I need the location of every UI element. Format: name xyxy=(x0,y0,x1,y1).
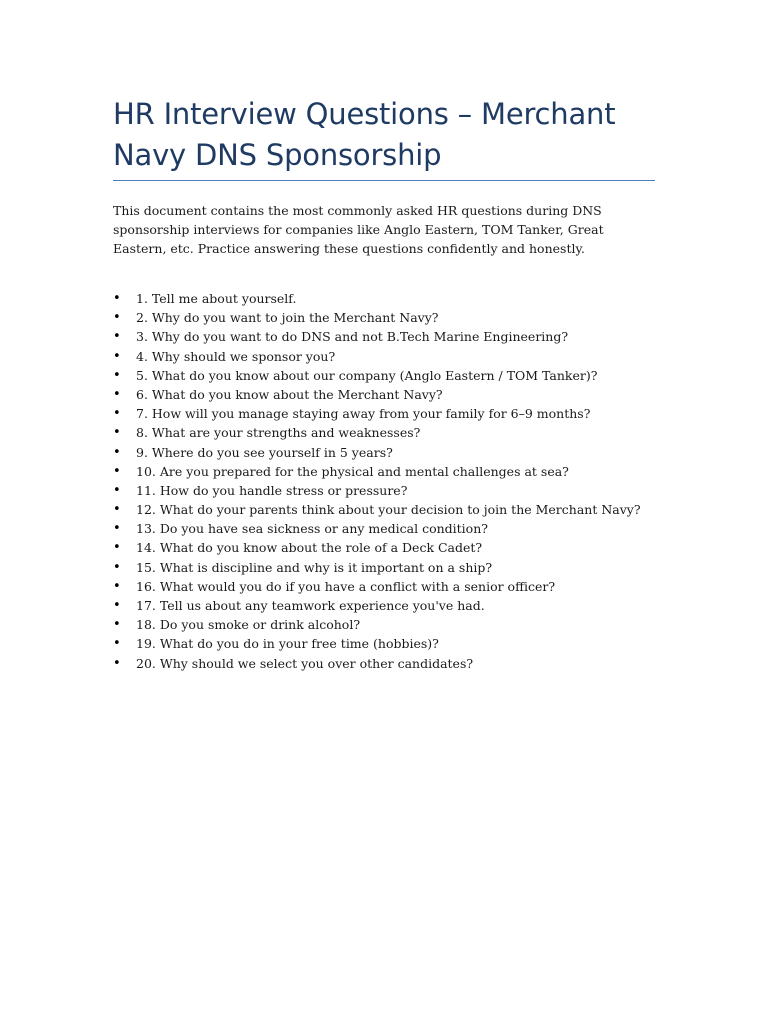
list-item xyxy=(113,347,673,366)
list-item xyxy=(113,481,673,500)
bullet-icon: • xyxy=(113,406,121,422)
list-item xyxy=(113,327,673,346)
list-item xyxy=(113,577,673,596)
question-text: 5. What do you know about our company (Anglo Eastern / TOM Tanker)? xyxy=(136,367,598,383)
question-text: 6. What do you know about the Merchant Navy? xyxy=(136,386,443,402)
list-item xyxy=(113,366,673,385)
question-text: 1. Tell me about yourself. xyxy=(136,291,297,306)
list-item xyxy=(113,538,673,557)
bullet-icon: • xyxy=(113,636,121,652)
list-item xyxy=(113,289,673,308)
bullet-icon: • xyxy=(113,617,121,633)
bullet-icon: • xyxy=(113,310,121,326)
bullet-icon: • xyxy=(113,367,121,383)
list-item xyxy=(113,423,673,442)
question-text: 7. How will you manage staying away from your family for 6–9 months? xyxy=(136,406,591,422)
question-text: 13. Do you have sea sickness or any medical condition? xyxy=(136,521,488,537)
list-item xyxy=(113,519,673,538)
question-text: 4. Why should we sponsor you? xyxy=(136,348,336,364)
list-item xyxy=(113,404,673,423)
bullet-icon: • xyxy=(113,655,121,671)
list-item xyxy=(113,654,673,673)
list-item xyxy=(113,615,673,634)
question-text: 3. Why do you want to do DNS and not B.Tech Marine Engineering? xyxy=(136,329,569,345)
list-item xyxy=(113,385,673,404)
bullet-icon: • xyxy=(113,598,121,613)
list-item xyxy=(113,634,673,653)
document-title: HR Interview Questions – Merchant Navy DNS Sponsorship xyxy=(113,97,616,172)
bullet-icon: • xyxy=(113,540,121,556)
question-text: 17. Tell us about any teamwork experience you've had. xyxy=(136,598,485,613)
question-text: 19. What do you do in your free time (hobbies)? xyxy=(136,636,439,652)
question-text: 10. Are you prepared for the physical and mental challenges at sea? xyxy=(136,463,569,479)
question-text: 20. Why should we select you over other candidates? xyxy=(136,655,474,671)
bullet-icon: • xyxy=(113,482,121,498)
list-item xyxy=(113,308,673,327)
question-text: 15. What is discipline and why is it important on a ship? xyxy=(136,559,493,575)
question-list xyxy=(113,289,673,673)
list-item xyxy=(113,500,673,519)
list-item xyxy=(113,596,673,615)
question-text: 14. What do you know about the role of a Deck Cadet? xyxy=(136,540,483,556)
question-text: 16. What would you do if you have a conflict with a senior officer? xyxy=(136,578,556,594)
intro-paragraph: This document contains the most commonly asked HR questions during DNS sponsorship interviews for companies like Anglo Eastern, TOM Tanker, Great Eastern, etc. Practice answering these questions confidently and honestly. xyxy=(113,203,604,257)
bullet-icon: • xyxy=(113,348,121,364)
bullet-icon: • xyxy=(113,425,121,441)
question-text: 18. Do you smoke or drink alcohol? xyxy=(136,617,361,633)
bullet-icon: • xyxy=(113,386,121,402)
question-text: 9. Where do you see yourself in 5 years? xyxy=(136,444,393,460)
bullet-icon: • xyxy=(113,521,121,537)
bullet-icon: • xyxy=(113,559,121,575)
list-item xyxy=(113,558,673,577)
bullet-icon: • xyxy=(113,463,121,479)
bullet-icon: • xyxy=(113,329,121,345)
bullet-icon: • xyxy=(113,291,121,306)
list-item xyxy=(113,462,673,481)
question-text: 11. How do you handle stress or pressure? xyxy=(136,482,408,498)
question-text: 12. What do your parents think about your decision to join the Merchant Navy? xyxy=(136,502,641,518)
bullet-icon: • xyxy=(113,444,121,460)
title-underline xyxy=(113,180,655,181)
bullet-icon: • xyxy=(113,578,121,594)
question-text: 2. Why do you want to join the Merchant Navy? xyxy=(136,310,439,326)
list-item xyxy=(113,443,673,462)
bullet-icon: • xyxy=(113,502,121,518)
question-text: 8. What are your strengths and weaknesses? xyxy=(136,425,421,441)
